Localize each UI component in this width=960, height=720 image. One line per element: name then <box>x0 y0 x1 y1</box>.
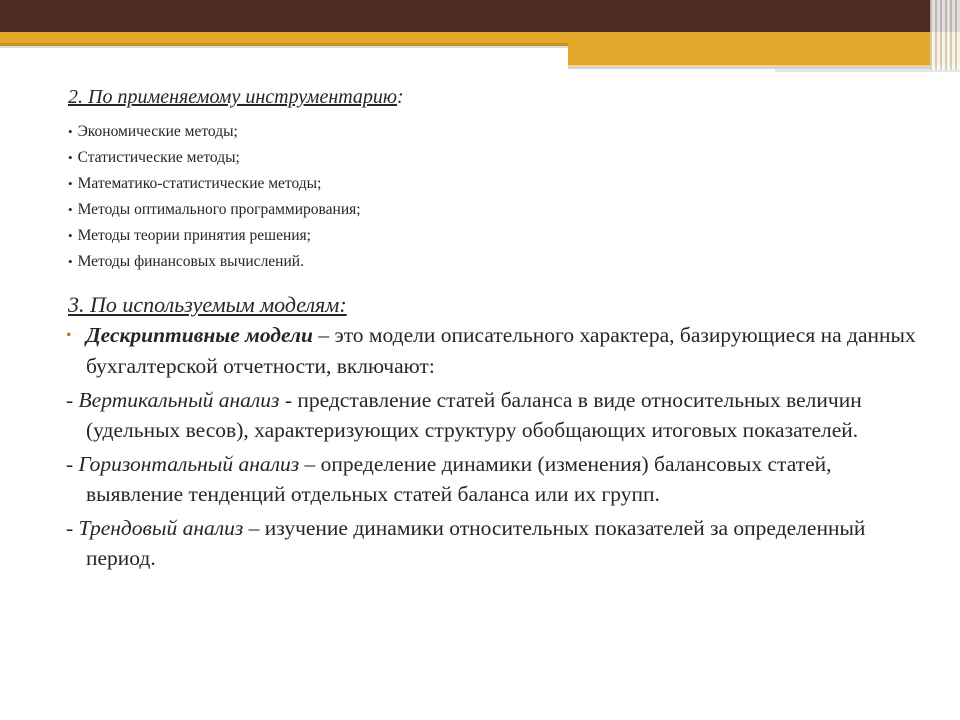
horizontal-text: – определение динамики (изменения) балансовых статей, выявление тенденций отдельных статей баланса или их групп. <box>86 452 832 506</box>
list-item: • Статистические методы; <box>68 145 916 171</box>
trend-term: Трендовый анализ <box>78 516 244 540</box>
header-gold-band <box>0 32 960 43</box>
list-item: • Методы теории принятия решения; <box>68 223 916 249</box>
section-3-heading: 3. По используемым моделям: <box>68 292 347 317</box>
header-brown-band <box>0 0 960 32</box>
descriptive-models-paragraph <box>66 320 916 381</box>
horizontal-analysis-paragraph: - Горизонтальный анализ – определение динамики (изменения) балансовых статей, выявление тенденций отдельных статей баланса или их групп. <box>66 452 832 506</box>
vertical-text: - представление статей баланса в виде относительных величин (удельных весов), характеризующих структуру обобщающих итоговых показателей. <box>86 388 862 442</box>
list-item: • Экономические методы; <box>68 119 916 145</box>
descriptive-term: Дескриптивные модели <box>86 323 313 347</box>
vertical-analysis-paragraph: - Вертикальный анализ - представление статей баланса в виде относительных величин (удельных весов), характеризующих структуру обобщающих итоговых показателей. <box>66 388 862 442</box>
section-2-list <box>66 119 916 275</box>
bullet-icon: • <box>66 327 72 344</box>
list-item: • Методы оптимального программирования; <box>68 197 916 223</box>
header-gold-step <box>568 43 960 65</box>
header-grey-line <box>0 46 568 48</box>
slide-content <box>66 86 916 577</box>
descriptive-text: – это модели описательного характера, базирующиеся на данных бухгалтерской отчетности, включают: <box>86 323 916 378</box>
trend-analysis-paragraph: - Трендовый анализ – изучение динамики относительных показателей за определенный период. <box>66 516 866 570</box>
header-stripes <box>930 0 960 70</box>
vertical-term: Вертикальный анализ <box>78 388 280 412</box>
section-2-heading: 2. По применяемому инструментарию: <box>68 86 404 108</box>
trend-text: – изучение динамики относительных показателей за определенный период. <box>86 516 866 570</box>
list-item: • Методы финансовых вычислений. <box>68 249 916 275</box>
horizontal-term: Горизонтальный анализ <box>78 452 300 476</box>
list-item: • Математико-статистические методы; <box>68 171 916 197</box>
